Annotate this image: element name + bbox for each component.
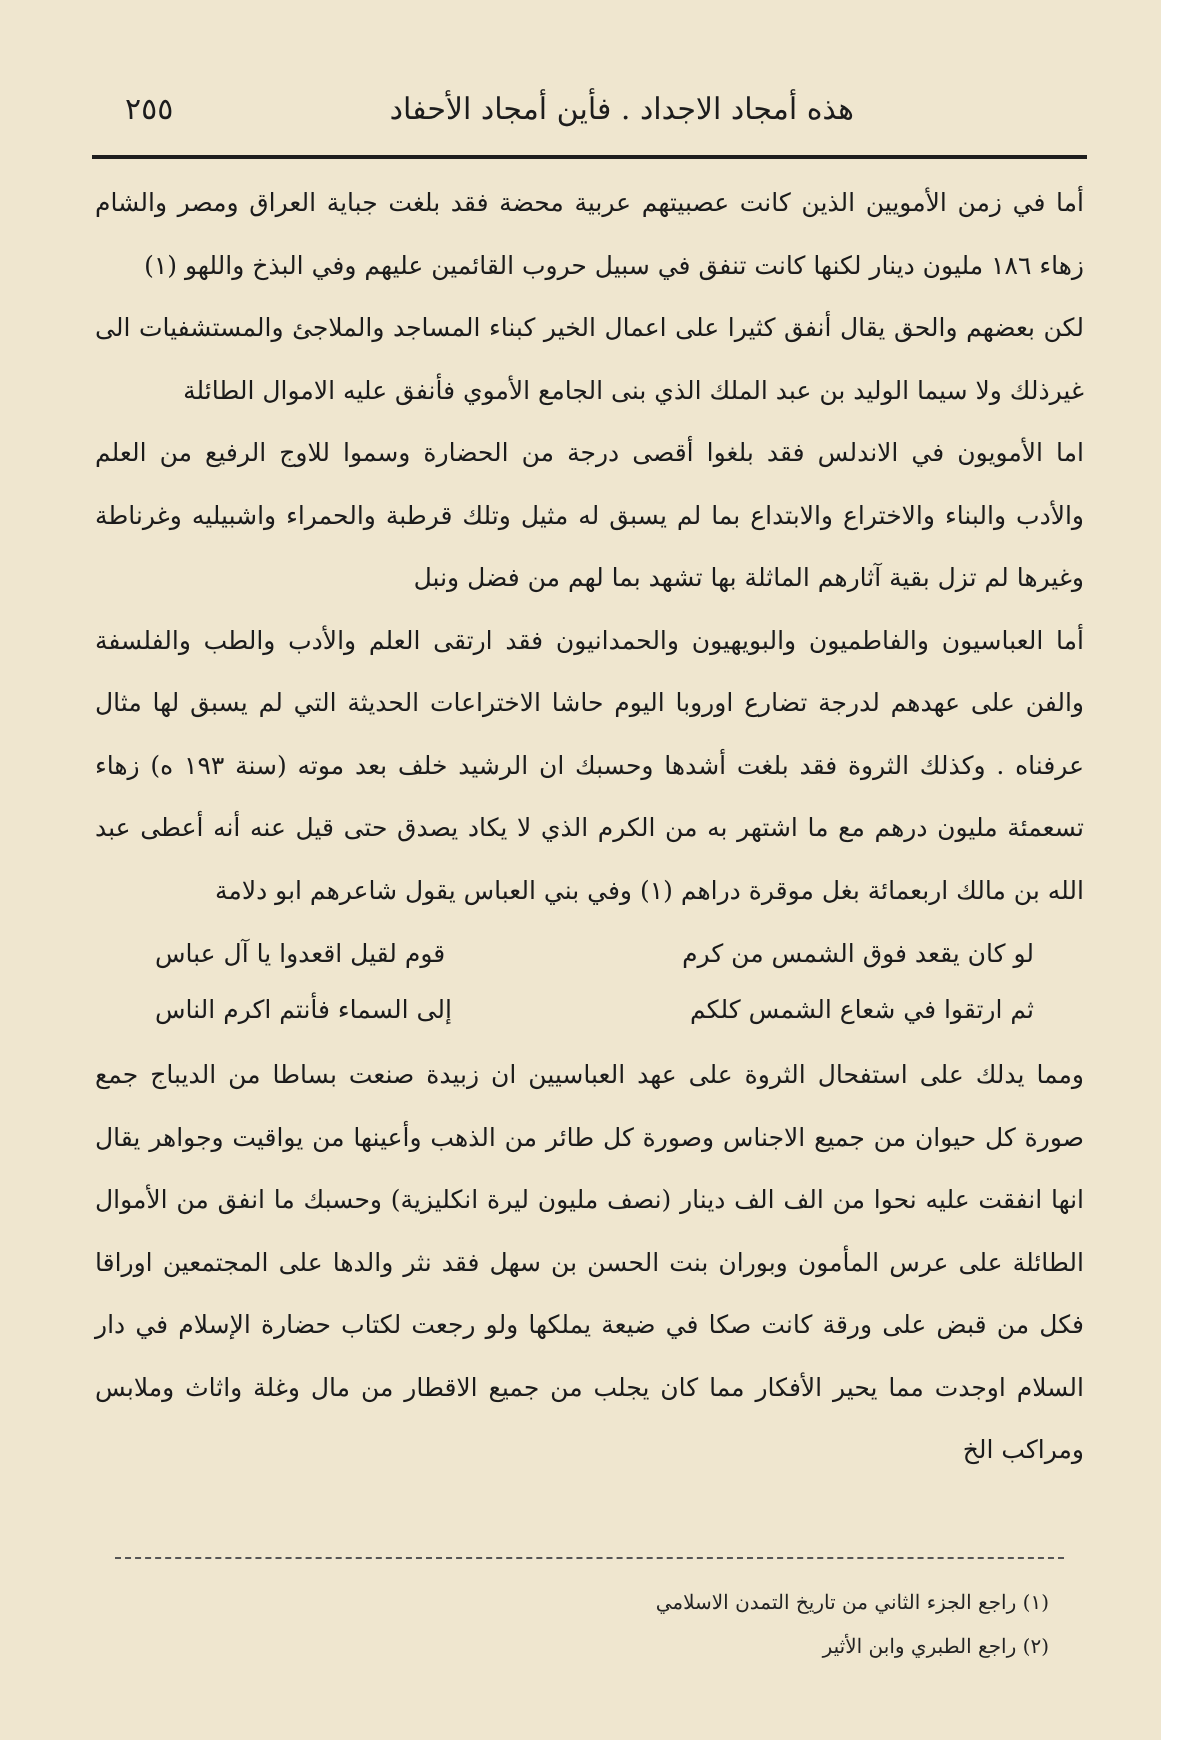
- poem-hemistich-second: قوم لقيل اقعدوا يا آل عباس: [155, 939, 446, 968]
- running-title: هذه أمجاد الاجداد . فأين أمجاد الأحفاد: [389, 92, 854, 127]
- paragraph-charity: لكن بعضهم والحق يقال أنفق كثيرا على اعمال الخير كبناء المساجد والملاجئ والمستشفيات الى غيرذلك ولا سيما الوليد بن عبد الملك الذي بنى الجامع الأموي فأنفق عليه الاموال الطائلة: [95, 313, 1084, 405]
- poem-verse: [95, 926, 1084, 982]
- header-rule: [92, 155, 1087, 159]
- footnote-separator: [115, 1557, 1064, 1559]
- paragraph-abbasids: أما العباسيون والفاطميون والبويهيون والحمدانيون فقد ارتقى العلم والأدب والطب والفلسفة والفن على عهدهم لدرجة تضارع اوروبا اليوم حاشا الاختراعات الحديثة التي لم يسبق لها مثال عرفناه . وكذلك الثروة فقد بلغت أشدها وحسبك ان الرشيد خلف بعد موته (سنة ١٩٣ ه) زهاء تسعمئة مليون درهم مع ما اشتهر به من الكرم الذي لا يكاد يصدق حتى قيل عنه أنه أعطى عبد الله بن مالك اربعمائة بغل موقرة دراهم (١) وفي بني العباس يقول شاعرهم ابو دلامة: [95, 625, 1084, 905]
- poem-verse: [95, 982, 1084, 1038]
- paragraph-wealth: ومما يدلك على استفحال الثروة على عهد العباسيين ان زبيدة صنعت بساطا من الديباج جمع صورة كل حيوان من جميع الاجناس وصورة كل طائر من الذهب وأعينها من يواقيت وجواهر يقال انها انفقت عليه نحوا من الف الف دينار (نصف مليون ليرة انكليزية) وحسبك ما انفق من الأموال الطائلة على عرس المأمون وبوران بنت الحسن بن سهل فقد نثر والدها على المجتمعين اوراقا فكل من قبض على ورقة كانت صكا في ضيعة يملكها ولو رجعت لكتاب حضارة الإسلام في دار السلام اوجدت مما يحير الأفكار مما كان يجلب من جميع الاقطار من مال وغلة واثاث وملابس ومراكب الخ: [95, 1060, 1084, 1464]
- paragraph-umayyad-revenue: أما في زمن الأمويين الذين كانت عصبيتهم عربية محضة فقد بلغت جباية العراق ومصر والشام زهاء ١٨٦ مليون دينار لكنها كانت تنفق في سبيل حروب القائمين عليهم وفي البذخ واللهو (١): [95, 188, 1084, 280]
- footnotes: [115, 1580, 1049, 1668]
- poem-hemistich-first: لو كان يقعد فوق الشمس من كرم: [682, 939, 1034, 968]
- poem-hemistich-first: ثم ارتقوا في شعاع الشمس كلكم: [690, 995, 1034, 1024]
- page-number: ٢٥٥: [125, 92, 174, 127]
- paragraph-andalus: اما الأمويون في الاندلس فقد بلغوا أقصى درجة من الحضارة وسموا للاوج الرفيع من العلم والأدب والبناء والاختراع والابتداع بما لم يسبق له مثيل وتلك قرطبة والحمراء واشبيليه وغرناطة وغيرها لم تزل بقية آثارهم الماثلة بها تشهد بما لهم من فضل ونبل: [95, 438, 1084, 592]
- footnote-1: (١) راجع الجزء الثاني من تاريخ التمدن الاسلامي: [655, 1590, 1049, 1614]
- poem: [95, 922, 1084, 1044]
- poem-hemistich-second: إلى السماء فأنتم اكرم الناس: [155, 995, 452, 1024]
- footnote-2: (٢) راجع الطبري وابن الأثير: [822, 1634, 1049, 1658]
- page-header: [95, 88, 1084, 138]
- page-body: [95, 172, 1084, 1482]
